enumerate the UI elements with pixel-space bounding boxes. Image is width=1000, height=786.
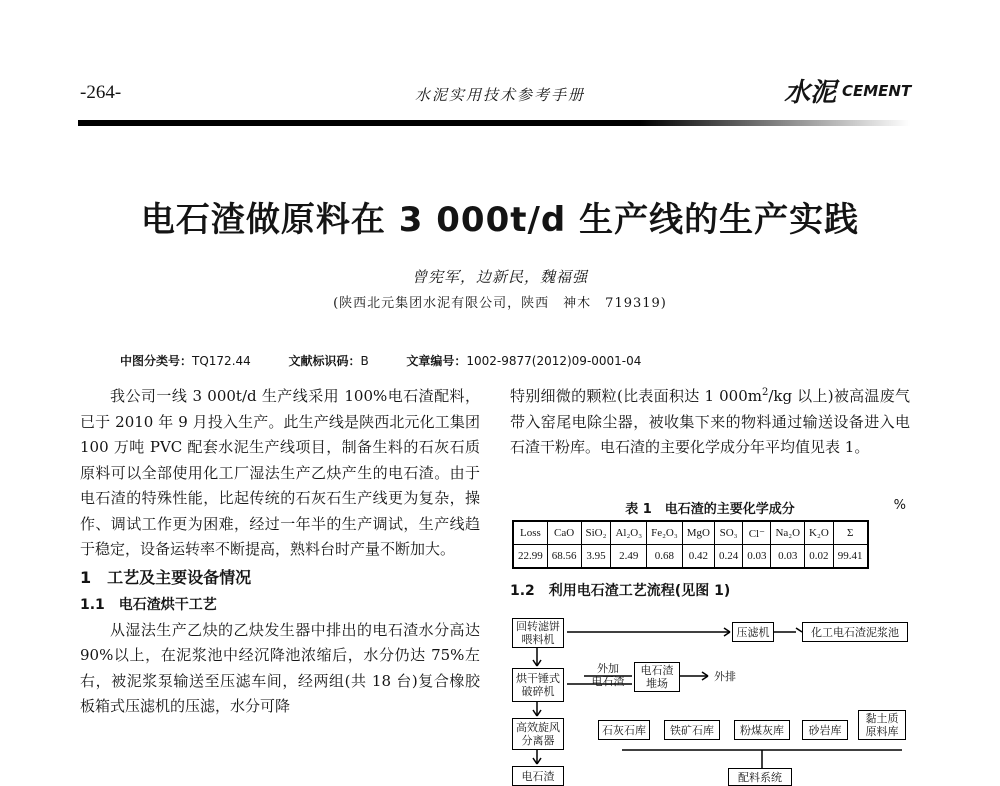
table-header-cell: Loss <box>513 521 547 545</box>
table-header-row <box>513 521 868 545</box>
slag-yard-label: 电石渣 堆场 <box>640 664 674 690</box>
table-header-cell: SO₃ <box>714 521 742 545</box>
clay-silo-box <box>858 710 906 740</box>
rotary-filter-feeder-label: 回转滤饼 喂料机 <box>516 620 560 646</box>
iron-ore-silo-label: 铁矿石库 <box>670 723 714 737</box>
export-label: 外排 <box>714 670 736 683</box>
table-cell: 99.41 <box>833 545 867 569</box>
doc-code-value: B <box>360 354 369 368</box>
table-1-caption <box>510 498 910 517</box>
header-rule-fade <box>640 120 910 126</box>
running-head: 水泥实用技术参考手册 <box>414 86 585 104</box>
article-no-value: 1002-9877(2012)09-0001-04 <box>466 354 642 368</box>
sandstone-silo-label: 砂岩库 <box>808 723 842 737</box>
article-affiliation: (陕西北元集团水泥有限公司，陕西 神木 719319) <box>333 296 667 311</box>
right-paragraph-part1: 特别细微的颗粒(比表面积达 1 000m <box>510 387 762 405</box>
slurry-pool-label: 化工电石渣泥浆池 <box>811 625 899 639</box>
table-header-cell: CaO <box>547 521 581 545</box>
brand-logo-cn: 水泥 <box>784 78 837 108</box>
doc-code-label: 文献标识码： <box>288 354 361 368</box>
process-flow-diagram <box>512 610 912 784</box>
limestone-silo-label: 石灰石库 <box>602 723 646 737</box>
table-cell: 68.56 <box>547 545 581 569</box>
slag-bin-label: 电石渣 <box>521 769 555 783</box>
external-slag-label: 外加 电石渣 <box>591 662 625 688</box>
press-filter-label: 压滤机 <box>736 625 770 639</box>
article-meta <box>120 352 641 369</box>
table-header-cell: SiO₂ <box>581 521 611 545</box>
table-row <box>513 545 868 569</box>
clc-label: 中图分类号： <box>120 354 193 368</box>
clc-value: TQ172.44 <box>192 354 251 368</box>
table-1 <box>512 520 869 569</box>
cyclone-separator-label: 高效旋风 分离器 <box>516 721 560 747</box>
rotary-filter-feeder-box <box>512 618 564 648</box>
batching-system-box <box>728 768 792 786</box>
section-1-1-heading: 1.1 电石渣烘干工艺 <box>80 596 217 613</box>
intro-paragraph: 我公司一线 3 000t/d 生产线采用 100%电石渣配料，已于 2010 年 9 月投入生产。此生产线是陕西北元化工集团 100 万吨 PVC 配套水泥生产线项目，制备生料的石灰石质原料可以全部使用化工厂湿法生产乙炔产生的电石渣。由于电石渣的特殊性能，比起传统的石灰石生产线更为复杂，操作、调试工作更为困难，经过一年半的生产调试，生产线趋于稳定，设备运转率不断提高，熟料台时产量不断加大。 <box>80 387 480 558</box>
table-cell: 2.49 <box>611 545 647 569</box>
table-header-cell: Σ <box>833 521 867 545</box>
section-1-heading: 1 工艺及主要设备情况 <box>80 567 252 587</box>
limestone-silo-box <box>598 720 650 740</box>
article-no-label: 文章编号： <box>406 354 467 368</box>
brand-logo-en: CEMENT <box>842 82 912 100</box>
table-cell: 0.68 <box>647 545 683 569</box>
table-cell: 0.24 <box>714 545 742 569</box>
section-1-1-paragraph: 从湿法生产乙炔的乙炔发生器中排出的电石渣水分高达 90%以上，在泥浆池中经沉降池浓缩后，水分仍达 75%左右，被泥浆泵输送至压滤车间，经两组(共 18 台)复合橡胶板箱式压滤机的压滤，水分可降 <box>80 620 480 715</box>
fly-ash-silo-label: 粉煤灰库 <box>740 723 784 737</box>
table-cell: 0.02 <box>805 545 834 569</box>
table-cell: 0.03 <box>771 545 805 569</box>
sandstone-silo-box <box>802 720 848 740</box>
batching-system-label: 配料系统 <box>738 770 782 784</box>
slurry-pool-box <box>802 622 908 642</box>
slag-yard-box <box>634 662 680 692</box>
iron-ore-silo-box <box>664 720 720 740</box>
table-cell: 22.99 <box>513 545 547 569</box>
right-column <box>510 384 910 461</box>
table-header-cell: Na₂O <box>771 521 805 545</box>
table-header-cell: MgO <box>682 521 714 545</box>
right-paragraph <box>510 384 910 461</box>
table-1-unit: % <box>893 498 906 513</box>
table-header-cell: Al₂O₃ <box>611 521 647 545</box>
left-column <box>80 384 480 720</box>
table-cell: 3.95 <box>581 545 611 569</box>
slag-bin-box <box>512 766 564 786</box>
hammer-crusher-box <box>512 668 564 702</box>
page-number: -264- <box>80 82 122 103</box>
fly-ash-silo-box <box>734 720 790 740</box>
table-header-cell: K₂O <box>805 521 834 545</box>
clay-silo-label: 黏土质 原料库 <box>865 712 899 738</box>
article-authors: 曾宪军，边新民，魏福强 <box>411 268 588 286</box>
press-filter-box <box>732 622 774 642</box>
table-cell: 0.03 <box>743 545 771 569</box>
table-header-cell: Fe₂O₃ <box>647 521 683 545</box>
article-title: 电石渣做原料在 3 000t/d 生产线的生产实践 <box>140 200 860 240</box>
cyclone-separator-box <box>512 718 564 750</box>
hammer-crusher-label: 烘干锤式 破碎机 <box>516 672 560 698</box>
table-1-title: 表 1 电石渣的主要化学成分 <box>625 502 795 517</box>
table-header-cell: Cl⁻ <box>743 521 771 545</box>
unit-superscript: 2 <box>762 387 769 398</box>
table-cell: 0.42 <box>682 545 714 569</box>
section-1-2-heading: 1.2 利用电石渣工艺流程(见图 1) <box>510 583 731 599</box>
right-paragraph-part2: /kg 以上)被高温废气带入窑尾电除尘器，被收集下来的物料通过输送设备进入电石渣干粉库。电石渣的主要化学成分年平均值见表 1。 <box>510 387 910 456</box>
